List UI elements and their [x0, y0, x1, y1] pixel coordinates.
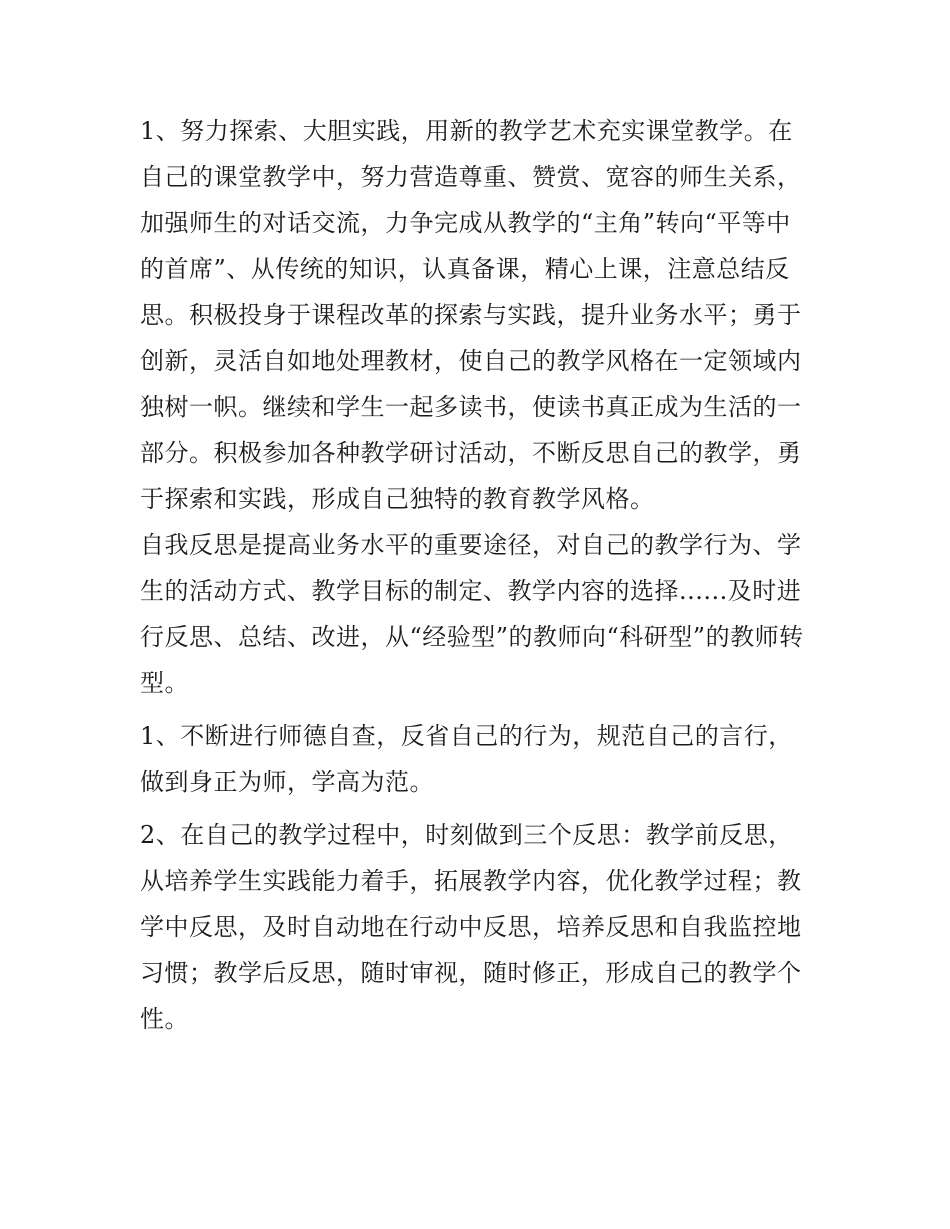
text-line: 做到身正为师，学高为范。 [140, 768, 434, 796]
paragraph-3 [140, 713, 820, 805]
text-line: 独树一帜。继续和学生一起多读书，使读书真正成为生活的一 [140, 393, 802, 421]
text-line: 1、不断进行师德自查，反省自己的行为，规范自己的言行， [140, 722, 793, 750]
text-line: 加强师生的对话交流，力争完成从教学的“主角”转向“平等中 [140, 209, 791, 237]
text-line: 自己的课堂教学中，努力营造尊重、赞赏、宽容的师生关系， [140, 163, 802, 191]
text-line: 思。积极投身于课程改革的探索与实践，提升业务水平；勇于 [140, 301, 802, 329]
paragraph-1 [140, 108, 820, 522]
text-line: 创新，灵活自如地处理教材，使自己的教学风格在一定领域内 [140, 347, 802, 375]
text-line: 行反思、总结、改进，从“经验型”的教师向“科研型”的教师转 [140, 623, 804, 651]
text-line: 学中反思，及时自动地在行动中反思，培养反思和自我监控地 [140, 913, 802, 941]
paragraph-4 [140, 812, 820, 1042]
text-line: 生的活动方式、教学目标的制定、教学内容的选择......及时进 [140, 577, 802, 605]
text-line: 1、努力探索、大胆实践，用新的教学艺术充实课堂教学。在 [140, 117, 793, 145]
text-line: 自我反思是提高业务水平的重要途径，对自己的教学行为、学 [140, 531, 802, 559]
text-line: 于探索和实践，形成自己独特的教育教学风格。 [140, 485, 655, 513]
text-line: 2、在自己的教学过程中，时刻做到三个反思：教学前反思， [140, 821, 793, 849]
text-line: 型。 [140, 669, 189, 697]
text-line: 性。 [140, 1005, 189, 1033]
text-line: 部分。积极参加各种教学研讨活动，不断反思自己的教学，勇 [140, 439, 802, 467]
text-line: 从培养学生实践能力着手，拓展教学内容，优化教学过程；教 [140, 867, 802, 895]
paragraph-2 [140, 522, 820, 706]
text-line: 习惯；教学后反思，随时审视，随时修正，形成自己的教学个 [140, 959, 802, 987]
text-line: 的首席”、从传统的知识，认真备课，精心上课，注意总结反 [140, 255, 790, 283]
document-body [140, 108, 820, 1042]
